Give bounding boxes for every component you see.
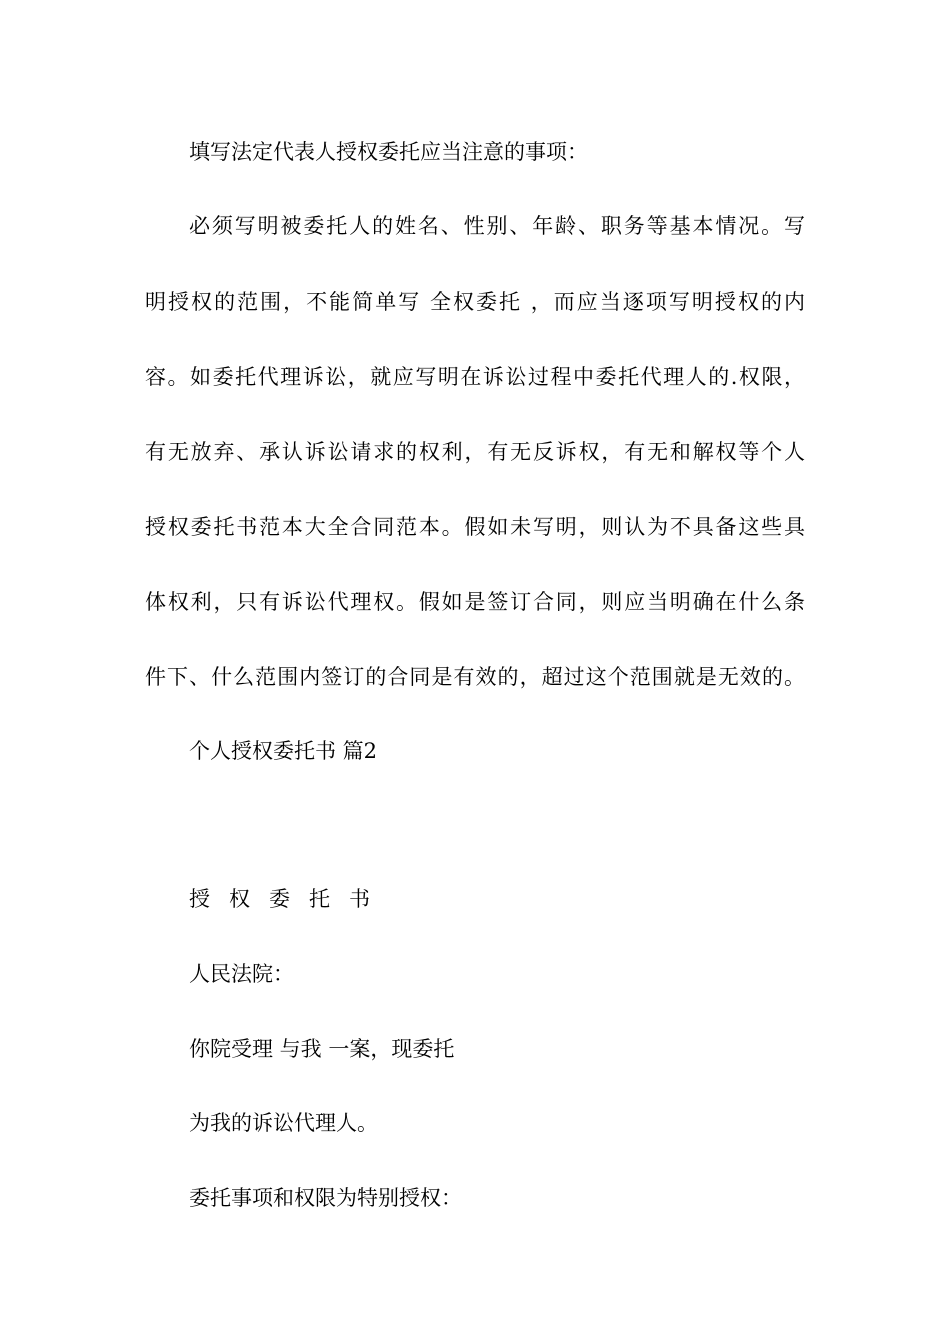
paragraph-line-5: 授权委托书范本大全合同范本。假如未写明，则认为不具备这些具 [145, 515, 805, 539]
agent-line: 为我的诉讼代理人。 [189, 1111, 378, 1135]
case-line: 你院受理 与我 一案，现委托 [189, 1037, 455, 1061]
section-title: 个人授权委托书 篇2 [189, 739, 378, 763]
paragraph-line-4: 有无放弃、承认诉讼请求的权利，有无反诉权，有无和解权等个人 [145, 440, 805, 464]
paragraph-line-1: 必须写明被委托人的姓名、性别、年龄、职务等基本情况。写 [189, 214, 805, 238]
paragraph-line-3: 容。如委托代理诉讼，就应写明在诉讼过程中委托代理人的.权限， [145, 365, 805, 389]
paragraph-line-6: 体权利，只有诉讼代理权。假如是签订合同，则应当明确在什么条 [145, 590, 805, 614]
paragraph-line-2: 明授权的范围，不能简单写 全权委托 ，而应当逐项写明授权的内 [145, 290, 805, 314]
intro-heading: 填写法定代表人授权委托应当注意的事项： [189, 140, 588, 164]
recipient-line: 人民法院： [189, 962, 294, 986]
authority-line: 委托事项和权限为特别授权： [189, 1186, 462, 1210]
form-title: 授权委托书 [189, 887, 389, 911]
paragraph-line-7: 件下、什么范围内签订的合同是有效的，超过这个范围就是无效的。 [145, 665, 805, 689]
